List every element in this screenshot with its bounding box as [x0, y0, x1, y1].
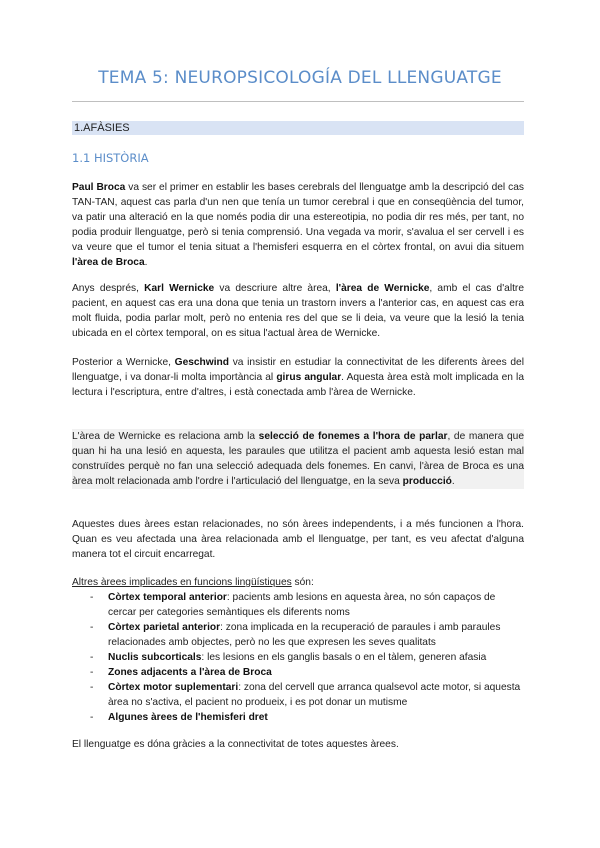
list-item-text: : les lesions en els ganglis basals o en el tàlem, generen afasia: [201, 652, 487, 663]
dash-bullet: -: [90, 667, 94, 678]
paragraph-text: , amb el cas d'altre pacient, en aquest cas era una dona que tenia un trastorn invers a l'anterior cas, en aquest cas era molt fluida, podia parlar molt, però no entenia res del que se li deia, va veure que la lesió la tenia ubicada en el còrtex temporal, on es situa l'actual àrea de Wernicke.: [72, 283, 524, 339]
list-item: [72, 665, 524, 680]
paragraph-text: , de manera que quan hi ha una lesió en aquesta, les paraules que utilitza el pacient amb aquesta lesió estan mal construïdes perquè no fan una selecció adequada dels fonemes. En canvi, l'àrea de Broca es una àrea molt relacionada amb l'ordre i l'articulació del llenguatge, en la seva: [72, 431, 524, 487]
list-item: [72, 680, 524, 710]
dash-bullet: -: [90, 682, 94, 693]
list-item-term: Còrtex temporal anterior: [108, 592, 227, 603]
paragraph-text: L'àrea de Wernicke es relaciona amb la: [72, 431, 259, 442]
bold-term: l'àrea de Wernicke: [335, 283, 430, 294]
paragraph-text: .: [144, 257, 148, 268]
paragraph-geschwind: [72, 355, 524, 400]
bold-term: girus angular: [276, 372, 342, 383]
list-item-term: Còrtex motor suplementari: [108, 682, 239, 693]
list-item: [72, 620, 524, 650]
paragraph-text: va descriure altre àrea,: [214, 283, 336, 294]
bold-term: Karl Wernicke: [144, 283, 215, 294]
bold-term: selecció de fonemes a l'hora de parlar: [258, 431, 448, 442]
dash-bullet: -: [90, 712, 94, 723]
bold-term: Paul Broca: [72, 182, 126, 193]
bold-term: l'àrea de Broca: [72, 257, 145, 268]
list-item-text: : pacients amb lesions en aquesta àrea, no són capaços de cercar per categories semàntiques els diferents noms: [108, 592, 496, 618]
list-item-term: Còrtex parietal anterior: [108, 622, 221, 633]
paragraph-circuit: Aquestes dues àrees estan relacionades, no són àrees independents, i a més funcionen a l'hora. Quan es veu afectada una àrea relacionada amb el llenguatge, per tant, es veu afectat d'alguna manera tot el circuit encarregat.: [72, 519, 524, 560]
list-item: [72, 710, 524, 725]
bold-term: producció: [402, 476, 452, 487]
list-item: [72, 590, 524, 620]
paragraph-text: . Aquesta àrea està molt implicada en la lectura i l'escriptura, entre d'altres, i està conectada amb l'àrea de Wernicke.: [72, 372, 524, 398]
bold-term: Geschwind: [174, 357, 229, 368]
list-intro-tail: són:: [291, 577, 314, 588]
list-item-term: Nuclis subcorticals: [108, 652, 202, 663]
section-heading: 1.AFÀSIES: [72, 121, 524, 135]
dash-bullet: -: [90, 592, 94, 603]
list-intro-underlined: Altres àrees implicades en funcions lingüístiques: [72, 577, 292, 588]
paragraph-text: Posterior a Wernicke,: [72, 357, 175, 368]
implicated-areas-list: [72, 575, 524, 725]
list: [72, 590, 524, 725]
paragraph-text: va insistir en estudiar la connectivitat de les diferents àrees del llenguatge, i va donar-li molta importància al: [72, 357, 524, 383]
title-divider: [72, 101, 524, 102]
paragraph-highlighted: [72, 429, 524, 489]
paragraph-text: .: [451, 476, 455, 487]
subsection-heading: 1.1 HISTÒRIA: [72, 151, 149, 165]
paragraph-text: va ser el primer en establir les bases cerebrals del llenguatge amb la descripció del cas TAN-TAN, aquest cas parla d'un nen que tenía un tumor cerebral i que en conseqüència del tumor, va patir una alteració en la que només podia dir una estereotipia, no podia dir res més, per tant, no podia produir llenguatge, però si tenia comprensió. Una vegada va morir, s'avalua el ser cervell i es va veure que el tumor el tenia situat a l'hemisferi esquerra en el còrtex frontal, on avui dia situem: [72, 182, 524, 253]
dash-bullet: -: [90, 652, 94, 663]
list-item-text: : zona del cervell que arranca qualsevol acte motor, si aquesta àrea no s'activa, el pacient no produeix, i es pot donar un mutisme: [108, 682, 521, 708]
paragraph-text: Anys després,: [72, 283, 145, 294]
list-item-text: : zona implicada en la recuperació de paraules i amb paraules relacionades amb objectes, però no les que expresen les seves qualitats: [108, 622, 501, 648]
list-intro: [72, 575, 524, 590]
paragraph-broca: [72, 180, 524, 270]
document-title: TEMA 5: NEUROPSICOLOGÍA DEL LLENGUATGE: [98, 68, 502, 88]
closing-sentence: El llenguatge es dóna gràcies a la connectivitat de totes aquestes àrees.: [72, 739, 399, 750]
list-item-term: Zones adjacents a l'àrea de Broca: [108, 667, 272, 678]
list-item: [72, 650, 524, 665]
list-item-term: Algunes àrees de l'hemisferi dret: [108, 712, 268, 723]
dash-bullet: -: [90, 622, 94, 633]
paragraph-wernicke: [72, 281, 524, 341]
